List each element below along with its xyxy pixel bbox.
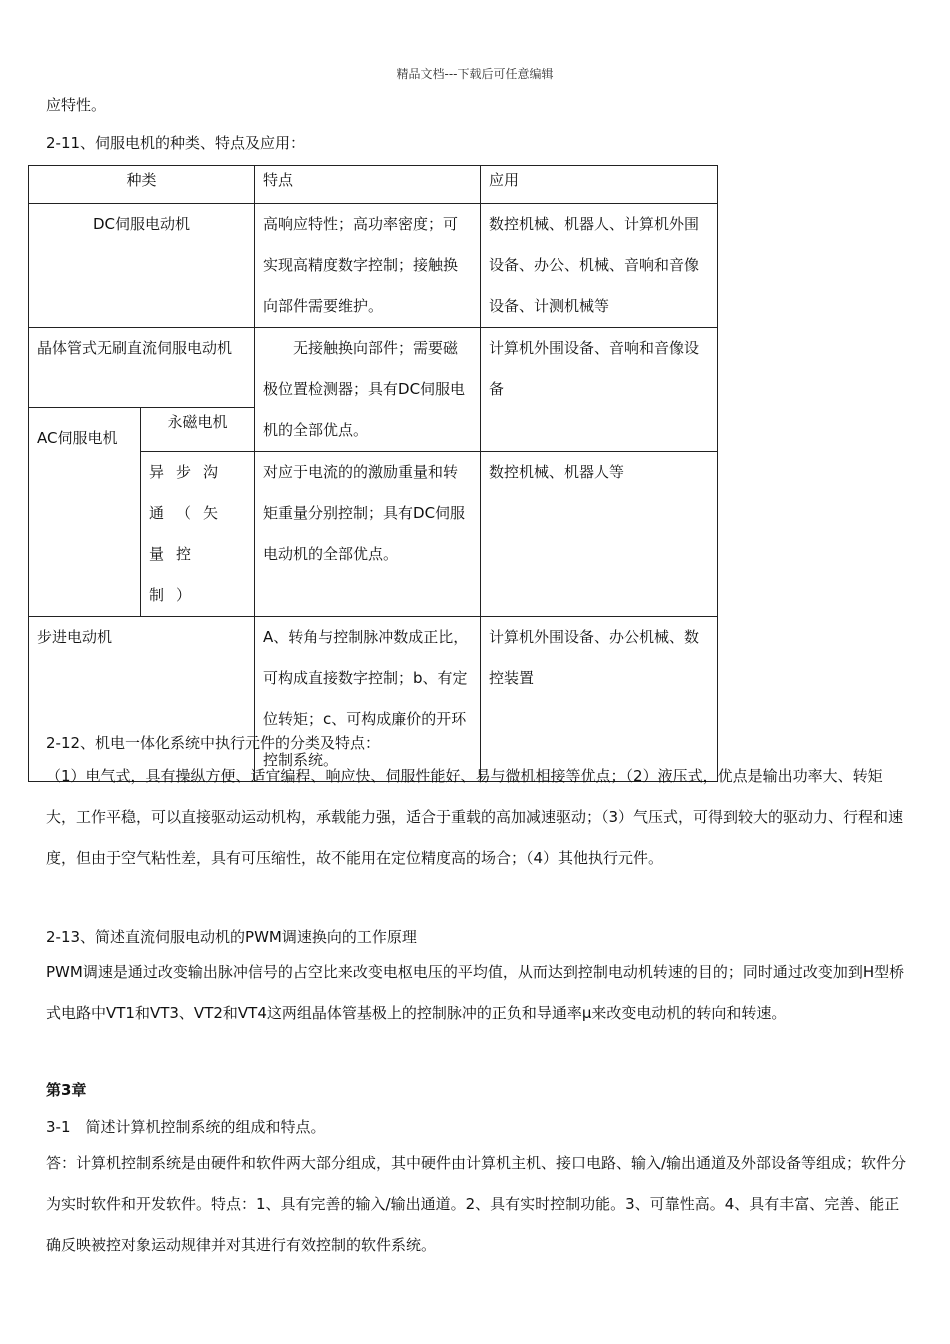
section-3-1-title: 3-1 简述计算机控制系统的组成和特点。 (46, 1118, 326, 1136)
table-header-row (29, 166, 718, 204)
table-row-bldc (29, 328, 718, 408)
dc-motor-name: DC伺服电动机 (29, 204, 255, 328)
ac-async-motor: 异步沟通（矢量控制） (141, 452, 255, 617)
ac-async-application: 数控机械、机器人等 (481, 452, 718, 617)
stepper-motor-name: 步进电动机 (29, 617, 255, 782)
header-note: 精品文档---下载后可任意编辑 (396, 67, 554, 81)
chapter-3-heading: 第3章 (46, 1081, 87, 1099)
ac-motor-name: AC伺服电机 (29, 408, 141, 617)
bldc-motor-application: 计算机外围设备、音响和音像设备 (481, 328, 718, 452)
header-application: 应用 (481, 166, 718, 204)
bldc-motor-feature: 无接触换向部件；需要磁极位置检测器；具有DC伺服电机的全部优点。 (255, 328, 481, 452)
section-2-11-title: 2-11、伺服电机的种类、特点及应用： (46, 134, 306, 152)
dc-motor-feature: 高响应特性；高功率密度；可实现高精度数字控制；接触换向部件需要维护。 (255, 204, 481, 328)
stepper-motor-feature: A、转角与控制脉冲数成正比，可构成直接数字控制；b、有定位转矩；c、可构成廉价的开环控制系统。 (255, 617, 481, 782)
section-2-12-body: （1）电气式，具有操纵方便、适宜编程、响应快、伺服性能好、易与微机相接等优点；（2）液压式，优点是输出功率大、转矩大，工作平稳，可以直接驱动运动机构，承载能力强，适合于重载的高加减速驱动；（3）气压式，可得到较大的驱动力、行程和速度，但由于空气粘性差，具有可压缩性，故不能用在定位精度高的场合；（4）其他执行元件。 (46, 767, 904, 867)
stepper-motor-application: 计算机外围设备、办公机械、数控装置 (481, 617, 718, 782)
lead-line: 应特性。 (46, 96, 107, 114)
header-type: 种类 (29, 166, 255, 204)
table-row-dc (29, 204, 718, 328)
section-2-12-title: 2-12、机电一体化系统中执行元件的分类及特点： (46, 734, 381, 752)
section-3-1-answer: 答：计算机控制系统是由硬件和软件两大部分组成，其中硬件由计算机主机、接口电路、输入/输出通道及外部设备等组成；软件分为实时软件和开发软件。特点：1、具有完善的输入/输出通道。2、具有实时控制功能。3、可靠性高。4、具有丰富、完善、能正确反映被控对象运动规律并对其进行有效控制的软件系统。 (46, 1154, 907, 1254)
section-2-13-body: PWM调速是通过改变输出脉冲信号的占空比来改变电枢电压的平均值，从而达到控制电动机转速的目的；同时通过改变加到H型桥式电路中VT1和VT3、VT2和VT4这两组晶体管基极上的控制脉冲的正负和导通率μ来改变电动机的转向和转速。 (46, 963, 905, 1022)
section-2-13-title: 2-13、简述直流伺服电动机的PWM调速换向的工作原理 (46, 928, 417, 946)
servo-motor-table (28, 165, 718, 782)
bldc-motor-name: 晶体管式无刷直流伺服电动机 (29, 328, 255, 408)
ac-pm-motor: 永磁电机 (141, 408, 255, 452)
dc-motor-application: 数控机械、机器人、计算机外围设备、办公、机械、音响和音像设备、计测机械等 (481, 204, 718, 328)
ac-async-feature: 对应于电流的的激励重量和转矩重量分别控制；具有DC伺服电动机的全部优点。 (255, 452, 481, 617)
header-feature: 特点 (255, 166, 481, 204)
